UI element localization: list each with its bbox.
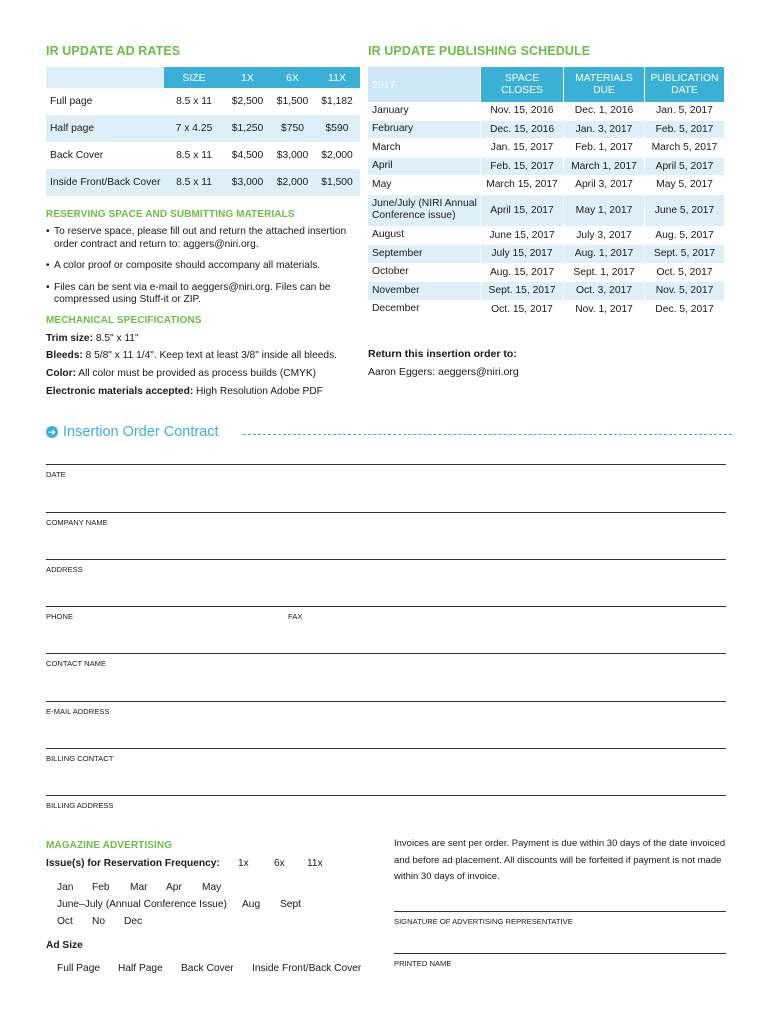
list-item: • To reserve space, please fill out and return the attached insertion order contract and return to: aggers@niri.org. [46,226,347,250]
month-feb[interactable]: Feb [92,882,110,893]
color-spec: Color: All color must be provided as process builds (CMYK) [46,368,317,379]
month-apr[interactable]: Apr [166,882,182,893]
electronic-materials: Electronic materials accepted: High Resolution Adobe PDF [46,386,323,397]
table-row: Full page 8.5 x 11 $2,500 $1,500 $1,182 [50,96,353,107]
month-june-july[interactable]: June–July (Annual Conference Issue) [57,899,227,910]
fax-field[interactable]: FAX [288,612,303,621]
month-mar[interactable]: Mar [130,882,148,893]
table-row: March Jan. 15, 2017 Feb. 1, 2017 March 5, 2017 [368,139,724,158]
reserving-list [46,226,356,316]
schedule-title: IR UPDATE PUBLISHING SCHEDULE [368,44,591,58]
table-row: May March 15, 2017 April 3, 2017 May 5, 2017 [368,176,724,195]
arrow-right-circle-icon: ➜ [46,426,58,438]
header-space-closes: SPACE CLOSES [480,67,563,102]
ad-rates-table [46,67,360,196]
email-field[interactable]: E-MAIL ADDRESS [46,701,726,716]
header-publication-date: PUBLICATION DATE [644,67,724,102]
list-item: • A color proof or composite should accompany all materials. [46,260,321,271]
contact-name-field[interactable]: CONTACT NAME [46,653,726,668]
header-1x: 1X [241,71,254,84]
table-row: Inside Front/Back Cover 8.5 x 11 $3,000 $2,000 $1,500 [46,169,360,196]
table-row: February Dec. 15, 2016 Jan. 3, 2017 Feb. 5, 2017 [368,121,724,140]
ad-size-inside-cover[interactable]: Inside Front/Back Cover [252,963,362,974]
month-dec[interactable]: Dec [124,916,143,927]
month-may[interactable]: May [202,882,222,893]
reserving-title: RESERVING SPACE AND SUBMITTING MATERIALS [46,209,295,220]
table-row: Half page 7 x 4.25 $1,250 $750 $590 [46,115,360,142]
header-6x: 6X [286,71,299,84]
billing-contact-field[interactable]: BILLING CONTACT [46,748,726,763]
company-name-field[interactable]: COMPANY NAME [46,512,726,527]
month-oct[interactable]: Oct [57,916,73,927]
address-field[interactable]: ADDRESS [46,559,726,574]
table-row: June/July (NIRI Annual Conference issue) April 15, 2017 May 1, 2017 June 5, 2017 [368,195,724,227]
ad-size-back-cover[interactable]: Back Cover [181,963,234,974]
header-11x: 11X [328,71,346,84]
month-nov[interactable]: No [92,916,106,927]
ad-size-full-page[interactable]: Full Page [57,963,101,974]
table-row: Back Cover 8.5 x 11 $4,500 $3,000 $2,000 [50,150,353,161]
invoice-terms: Invoices are sent per order. Payment is due within 30 days of the date invoiced and before ad placement. All discounts will be forfeited if payment is not made within 30 days of invoice. [394,838,726,882]
signature-field[interactable]: SIGNATURE OF ADVERTISING REPRESENTATIVE [394,911,726,926]
table-row: April Feb. 15, 2017 March 1, 2017 April 5, 2017 [368,158,724,177]
trim-size: Trim size: 8.5" x 11" [46,333,139,344]
ad-rates-title: IR UPDATE AD RATES [46,44,181,58]
ad-size-half-page[interactable]: Half Page [118,963,163,974]
ad-size-label: Ad Size [46,940,83,951]
header-size: SIZE [182,71,206,84]
return-value: Aaron Eggers: aeggers@niri.org [368,366,519,378]
freq-6x[interactable]: 6x [274,858,285,869]
table-row: August June 15, 2017 July 3, 2017 Aug. 5, 2017 [368,227,724,246]
schedule-table [368,67,724,319]
issues-label: Issue(s) for Reservation Frequency: [46,858,220,869]
contract-title: ➜ Insertion Order Contract [46,424,219,440]
printed-name-field[interactable]: PRINTED NAME [394,953,726,968]
freq-1x[interactable]: 1x [238,858,249,869]
table-row: September July 15, 2017 Aug. 1, 2017 Sept. 5, 2017 [368,245,724,264]
table-row: November Sept. 15, 2017 Oct. 3, 2017 Nov. 5, 2017 [368,282,724,301]
phone-field[interactable]: PHONE FAX [46,606,726,621]
schedule-year: 2017 [368,67,480,102]
freq-11x[interactable]: 11x [307,858,323,869]
list-item: • Files can be sent via e-mail to aeggers@niri.org. Files can be compressed using Stuff-it or ZIP. [46,281,331,305]
return-label: Return this insertion order to: [368,348,517,360]
bleeds: Bleeds: 8 5/8" x 11 1/4". Keep text at least 3/8" inside all bleeds. [46,350,337,361]
billing-address-field[interactable]: BILLING ADDRESS [46,795,726,810]
schedule-header [368,67,724,102]
table-row: December Oct. 15, 2017 Nov. 1, 2017 Dec. 5, 2017 [368,301,724,320]
mechanical-title: MECHANICAL SPECIFICATIONS [46,315,202,326]
month-sept[interactable]: Sept [280,899,301,910]
header-materials-due: MATERIALS DUE [563,67,644,102]
dashed-divider [243,434,732,435]
magazine-title: MAGAZINE ADVERTISING [46,840,173,851]
date-field[interactable]: DATE [46,464,726,479]
ad-rates-header [46,67,360,88]
table-row: January Nov. 15, 2016 Dec. 1, 2016 Jan. 5, 2017 [368,102,724,121]
month-jan[interactable]: Jan [57,882,74,893]
month-aug[interactable]: Aug [242,899,261,910]
table-row: October Aug. 15, 2017 Sept. 1, 2017 Oct. 5, 2017 [368,264,724,283]
